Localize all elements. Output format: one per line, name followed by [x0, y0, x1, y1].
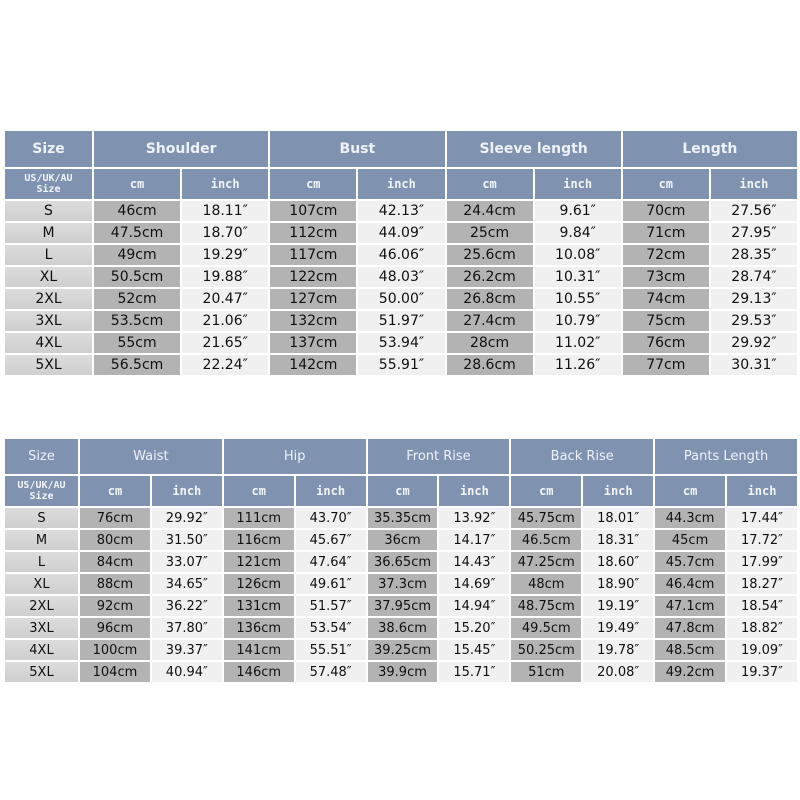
cm-value-cell: 127cm [270, 289, 356, 309]
size-cell: 4XL [5, 333, 92, 353]
table-row [5, 289, 797, 309]
inch-value-cell: 19.09″ [727, 640, 797, 660]
cm-value-cell: 25cm [447, 223, 533, 243]
size-system-label: US/UK/AU Size [5, 476, 78, 506]
cm-value-cell: 50.25cm [511, 640, 581, 660]
table-row [5, 596, 797, 616]
inch-value-cell: 14.17″ [439, 530, 509, 550]
inch-value-cell: 19.78″ [583, 640, 653, 660]
unit-inch: inch [535, 169, 621, 199]
inch-value-cell: 22.24″ [182, 355, 268, 375]
cm-value-cell: 116cm [224, 530, 294, 550]
table-row [5, 640, 797, 660]
cm-value-cell: 117cm [270, 245, 356, 265]
inch-value-cell: 20.08″ [583, 662, 653, 682]
cm-value-cell: 50.5cm [94, 267, 180, 287]
inch-value-cell: 46.06″ [358, 245, 444, 265]
table-row [5, 530, 797, 550]
unit-cm: cm [224, 476, 294, 506]
inch-value-cell: 31.50″ [152, 530, 222, 550]
measure-header-sleeve-length: Sleeve length [447, 131, 621, 167]
size-header: Size [5, 131, 92, 167]
size-cell: S [5, 201, 92, 221]
inch-value-cell: 18.82″ [727, 618, 797, 638]
cm-value-cell: 71cm [623, 223, 709, 243]
cm-value-cell: 92cm [80, 596, 150, 616]
inch-value-cell: 50.00″ [358, 289, 444, 309]
inch-value-cell: 27.95″ [711, 223, 797, 243]
cm-value-cell: 77cm [623, 355, 709, 375]
inch-value-cell: 19.37″ [727, 662, 797, 682]
cm-value-cell: 51cm [511, 662, 581, 682]
inch-value-cell: 14.43″ [439, 552, 509, 572]
inch-value-cell: 43.70″ [296, 508, 366, 528]
cm-value-cell: 104cm [80, 662, 150, 682]
inch-value-cell: 10.08″ [535, 245, 621, 265]
cm-value-cell: 126cm [224, 574, 294, 594]
cm-value-cell: 74cm [623, 289, 709, 309]
cm-value-cell: 44.3cm [655, 508, 725, 528]
cm-value-cell: 38.6cm [368, 618, 438, 638]
bottom-size-chart [3, 437, 799, 684]
cm-value-cell: 84cm [80, 552, 150, 572]
inch-value-cell: 53.54″ [296, 618, 366, 638]
cm-value-cell: 96cm [80, 618, 150, 638]
measure-header-shoulder: Shoulder [94, 131, 268, 167]
size-header: Size [5, 439, 78, 474]
unit-inch: inch [152, 476, 222, 506]
cm-value-cell: 47.5cm [94, 223, 180, 243]
table-row [5, 245, 797, 265]
inch-value-cell: 55.91″ [358, 355, 444, 375]
cm-value-cell: 122cm [270, 267, 356, 287]
unit-row [5, 169, 797, 199]
cm-value-cell: 142cm [270, 355, 356, 375]
cm-value-cell: 137cm [270, 333, 356, 353]
unit-inch: inch [727, 476, 797, 506]
cm-value-cell: 72cm [623, 245, 709, 265]
inch-value-cell: 18.27″ [727, 574, 797, 594]
cm-value-cell: 136cm [224, 618, 294, 638]
unit-cm: cm [511, 476, 581, 506]
inch-value-cell: 28.35″ [711, 245, 797, 265]
inch-value-cell: 45.67″ [296, 530, 366, 550]
inch-value-cell: 44.09″ [358, 223, 444, 243]
inch-value-cell: 29.92″ [711, 333, 797, 353]
cm-value-cell: 76cm [80, 508, 150, 528]
inch-value-cell: 36.22″ [152, 596, 222, 616]
size-cell: 5XL [5, 662, 78, 682]
inch-value-cell: 29.13″ [711, 289, 797, 309]
size-cell: XL [5, 574, 78, 594]
unit-inch: inch [439, 476, 509, 506]
cm-value-cell: 46.5cm [511, 530, 581, 550]
table-row [5, 508, 797, 528]
size-cell: 4XL [5, 640, 78, 660]
cm-value-cell: 36.65cm [368, 552, 438, 572]
inch-value-cell: 14.94″ [439, 596, 509, 616]
cm-value-cell: 52cm [94, 289, 180, 309]
unit-cm: cm [94, 169, 180, 199]
cm-value-cell: 49cm [94, 245, 180, 265]
inch-value-cell: 48.03″ [358, 267, 444, 287]
inch-value-cell: 18.90″ [583, 574, 653, 594]
header-row [5, 131, 797, 167]
inch-value-cell: 27.56″ [711, 201, 797, 221]
inch-value-cell: 10.31″ [535, 267, 621, 287]
inch-value-cell: 17.72″ [727, 530, 797, 550]
inch-value-cell: 30.31″ [711, 355, 797, 375]
cm-value-cell: 24.4cm [447, 201, 533, 221]
inch-value-cell: 18.01″ [583, 508, 653, 528]
cm-value-cell: 45cm [655, 530, 725, 550]
measure-header-hip: Hip [224, 439, 366, 474]
cm-value-cell: 48.75cm [511, 596, 581, 616]
cm-value-cell: 45.7cm [655, 552, 725, 572]
cm-value-cell: 75cm [623, 311, 709, 331]
inch-value-cell: 19.88″ [182, 267, 268, 287]
cm-value-cell: 56.5cm [94, 355, 180, 375]
cm-value-cell: 55cm [94, 333, 180, 353]
cm-value-cell: 47.1cm [655, 596, 725, 616]
size-cell: L [5, 552, 78, 572]
inch-value-cell: 57.48″ [296, 662, 366, 682]
cm-value-cell: 27.4cm [447, 311, 533, 331]
inch-value-cell: 53.94″ [358, 333, 444, 353]
inch-value-cell: 11.02″ [535, 333, 621, 353]
cm-value-cell: 73cm [623, 267, 709, 287]
cm-value-cell: 107cm [270, 201, 356, 221]
measure-header-pants-length: Pants Length [655, 439, 797, 474]
size-cell: 2XL [5, 596, 78, 616]
cm-value-cell: 141cm [224, 640, 294, 660]
inch-value-cell: 49.61″ [296, 574, 366, 594]
inch-value-cell: 18.31″ [583, 530, 653, 550]
cm-value-cell: 48.5cm [655, 640, 725, 660]
cm-value-cell: 36cm [368, 530, 438, 550]
inch-value-cell: 15.71″ [439, 662, 509, 682]
cm-value-cell: 25.6cm [447, 245, 533, 265]
inch-value-cell: 28.74″ [711, 267, 797, 287]
unit-inch: inch [182, 169, 268, 199]
unit-inch: inch [711, 169, 797, 199]
table-row [5, 552, 797, 572]
cm-value-cell: 47.8cm [655, 618, 725, 638]
unit-inch: inch [296, 476, 366, 506]
cm-value-cell: 28.6cm [447, 355, 533, 375]
table-row [5, 267, 797, 287]
inch-value-cell: 19.49″ [583, 618, 653, 638]
inch-value-cell: 29.92″ [152, 508, 222, 528]
size-cell: XL [5, 267, 92, 287]
cm-value-cell: 111cm [224, 508, 294, 528]
table-row [5, 662, 797, 682]
unit-inch: inch [358, 169, 444, 199]
cm-value-cell: 26.2cm [447, 267, 533, 287]
cm-value-cell: 70cm [623, 201, 709, 221]
cm-value-cell: 39.9cm [368, 662, 438, 682]
cm-value-cell: 37.3cm [368, 574, 438, 594]
unit-cm: cm [270, 169, 356, 199]
cm-value-cell: 46.4cm [655, 574, 725, 594]
measure-header-back-rise: Back Rise [511, 439, 653, 474]
unit-cm: cm [655, 476, 725, 506]
cm-value-cell: 28cm [447, 333, 533, 353]
measure-header-front-rise: Front Rise [368, 439, 510, 474]
cm-value-cell: 80cm [80, 530, 150, 550]
cm-value-cell: 112cm [270, 223, 356, 243]
size-cell: M [5, 530, 78, 550]
inch-value-cell: 19.19″ [583, 596, 653, 616]
cm-value-cell: 88cm [80, 574, 150, 594]
inch-value-cell: 40.94″ [152, 662, 222, 682]
inch-value-cell: 15.20″ [439, 618, 509, 638]
inch-value-cell: 17.99″ [727, 552, 797, 572]
cm-value-cell: 39.25cm [368, 640, 438, 660]
inch-value-cell: 21.06″ [182, 311, 268, 331]
size-cell: S [5, 508, 78, 528]
size-cell: 3XL [5, 618, 78, 638]
size-cell: 5XL [5, 355, 92, 375]
unit-cm: cm [368, 476, 438, 506]
unit-cm: cm [623, 169, 709, 199]
header-row [5, 439, 797, 474]
inch-value-cell: 51.57″ [296, 596, 366, 616]
table-row [5, 311, 797, 331]
inch-value-cell: 33.07″ [152, 552, 222, 572]
cm-value-cell: 45.75cm [511, 508, 581, 528]
cm-value-cell: 37.95cm [368, 596, 438, 616]
inch-value-cell: 15.45″ [439, 640, 509, 660]
table-row [5, 574, 797, 594]
cm-value-cell: 49.5cm [511, 618, 581, 638]
cm-value-cell: 121cm [224, 552, 294, 572]
measure-header-waist: Waist [80, 439, 222, 474]
inch-value-cell: 29.53″ [711, 311, 797, 331]
inch-value-cell: 55.51″ [296, 640, 366, 660]
cm-value-cell: 132cm [270, 311, 356, 331]
cm-value-cell: 26.8cm [447, 289, 533, 309]
table-row [5, 355, 797, 375]
inch-value-cell: 17.44″ [727, 508, 797, 528]
cm-value-cell: 146cm [224, 662, 294, 682]
inch-value-cell: 9.61″ [535, 201, 621, 221]
cm-value-cell: 48cm [511, 574, 581, 594]
cm-value-cell: 47.25cm [511, 552, 581, 572]
inch-value-cell: 34.65″ [152, 574, 222, 594]
inch-value-cell: 42.13″ [358, 201, 444, 221]
inch-value-cell: 18.54″ [727, 596, 797, 616]
inch-value-cell: 39.37″ [152, 640, 222, 660]
inch-value-cell: 18.11″ [182, 201, 268, 221]
inch-value-cell: 10.79″ [535, 311, 621, 331]
cm-value-cell: 100cm [80, 640, 150, 660]
table-row [5, 201, 797, 221]
inch-value-cell: 10.55″ [535, 289, 621, 309]
measure-header-length: Length [623, 131, 797, 167]
size-system-label: US/UK/AU Size [5, 169, 92, 199]
cm-value-cell: 46cm [94, 201, 180, 221]
cm-value-cell: 76cm [623, 333, 709, 353]
unit-inch: inch [583, 476, 653, 506]
inch-value-cell: 19.29″ [182, 245, 268, 265]
cm-value-cell: 131cm [224, 596, 294, 616]
measure-header-bust: Bust [270, 131, 444, 167]
inch-value-cell: 13.92″ [439, 508, 509, 528]
inch-value-cell: 18.70″ [182, 223, 268, 243]
cm-value-cell: 49.2cm [655, 662, 725, 682]
table-row [5, 333, 797, 353]
inch-value-cell: 11.26″ [535, 355, 621, 375]
size-cell: 3XL [5, 311, 92, 331]
table-row [5, 618, 797, 638]
unit-cm: cm [447, 169, 533, 199]
top-size-chart [3, 129, 799, 377]
cm-value-cell: 53.5cm [94, 311, 180, 331]
inch-value-cell: 37.80″ [152, 618, 222, 638]
inch-value-cell: 47.64″ [296, 552, 366, 572]
inch-value-cell: 14.69″ [439, 574, 509, 594]
size-cell: 2XL [5, 289, 92, 309]
unit-cm: cm [80, 476, 150, 506]
inch-value-cell: 18.60″ [583, 552, 653, 572]
unit-row [5, 476, 797, 506]
table-row [5, 223, 797, 243]
size-cell: M [5, 223, 92, 243]
inch-value-cell: 51.97″ [358, 311, 444, 331]
size-cell: L [5, 245, 92, 265]
inch-value-cell: 9.84″ [535, 223, 621, 243]
inch-value-cell: 20.47″ [182, 289, 268, 309]
inch-value-cell: 21.65″ [182, 333, 268, 353]
cm-value-cell: 35.35cm [368, 508, 438, 528]
